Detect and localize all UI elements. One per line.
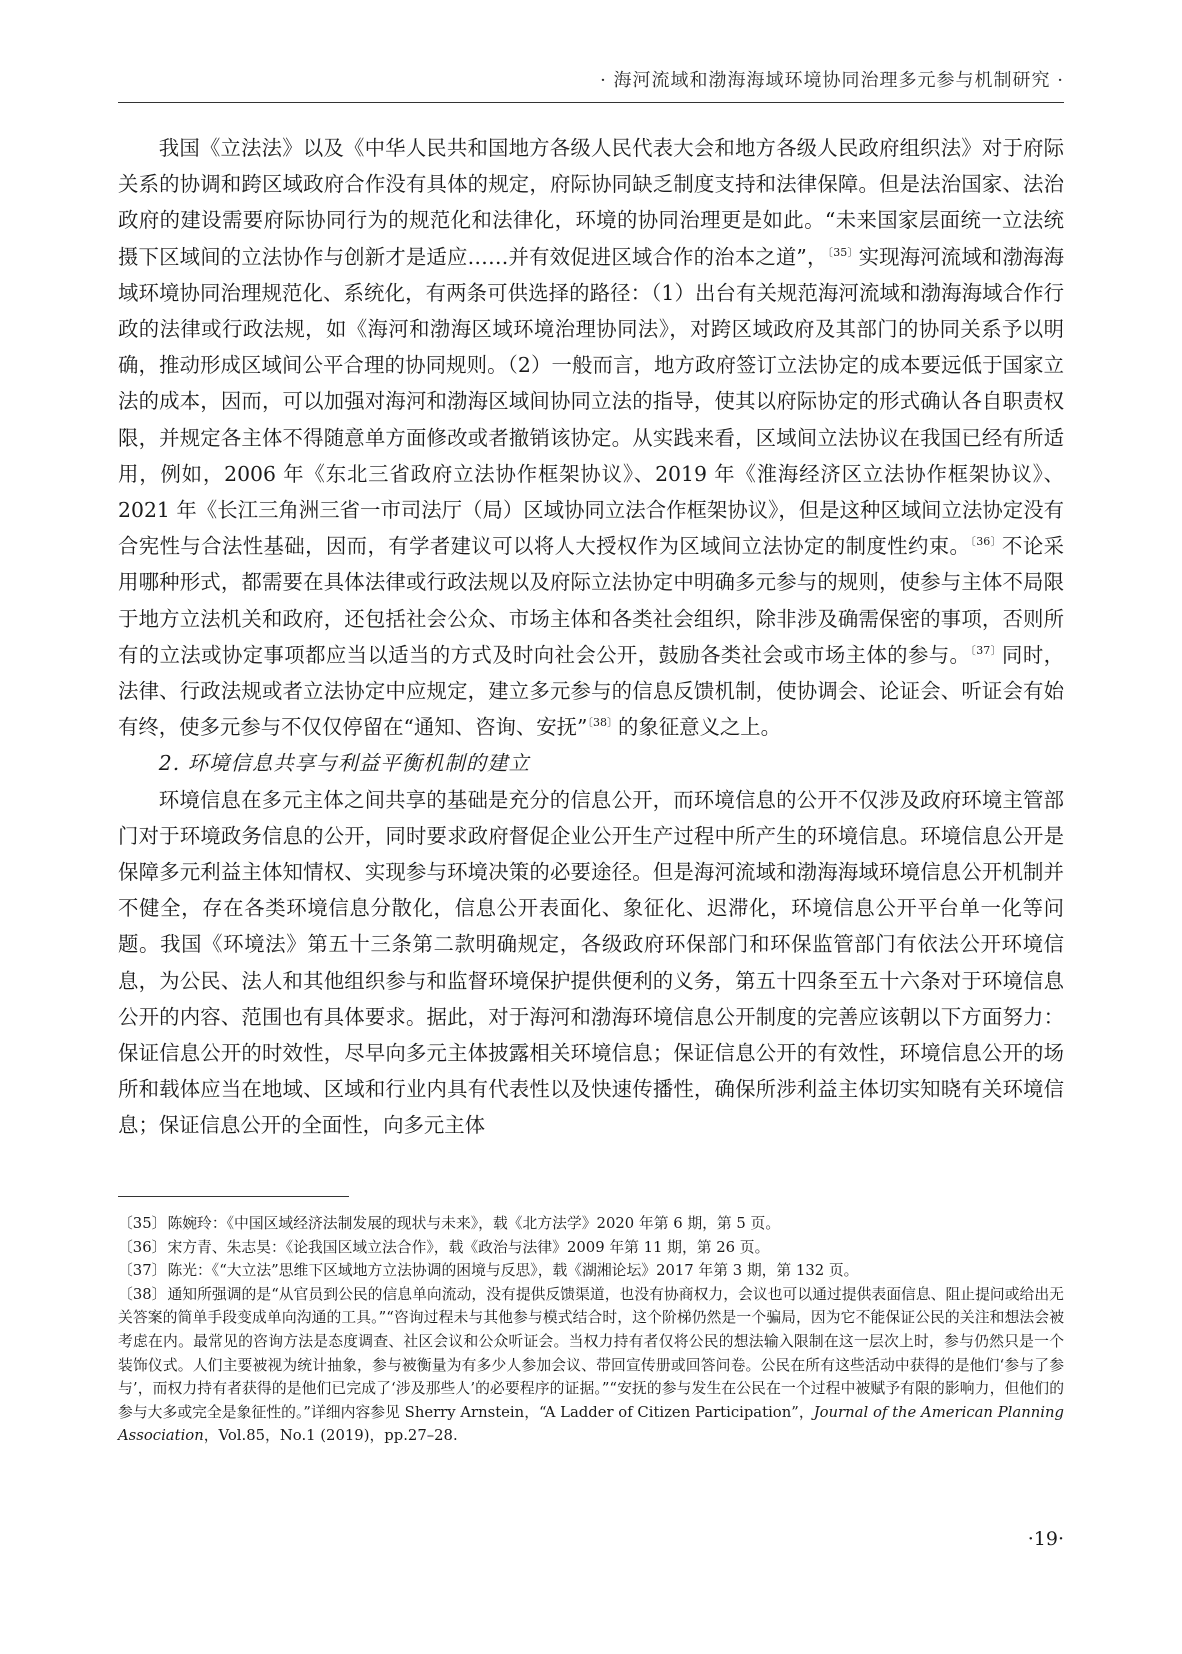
footnote-ref-37[interactable]: 〔37〕 bbox=[970, 644, 1003, 658]
footnote-number: 〔38〕 bbox=[118, 1285, 167, 1303]
footnote-ref-38[interactable]: 〔38〕 bbox=[587, 716, 618, 730]
footnote-36 bbox=[118, 1236, 1064, 1260]
section-subheading: 2. 环境信息共享与利益平衡机制的建立 bbox=[158, 751, 530, 776]
footnote-text: 陈婉玲：《中国区域经济法制发展的现状与未来》，载《北方法学》2020 年第 6 期，第 5 页。 bbox=[167, 1215, 781, 1232]
footnote-text: 陈光：《“大立法”思维下区域地方立法协调的困境与反思》，载《湖湘论坛》2017 年第 3 期，第 132 页。 bbox=[167, 1262, 859, 1280]
footnote-number: 〔35〕 bbox=[118, 1215, 167, 1232]
footnote-text: 宋方青、朱志昊：《论我国区域立法合作》，载《政治与法律》2009 年第 11 期，第 26 页。 bbox=[167, 1238, 770, 1256]
running-header: · 海河流域和渤海海域环境协同治理多元参与机制研究 · bbox=[600, 70, 1064, 91]
footnotes bbox=[118, 1212, 1064, 1448]
footnote-text: 通知所强调的是“从官员到公民的信息单向流动，没有提供反馈渠道，也没有协商权力，会议也可以通过提供表面信息、阻止提问或给出无关答案的简单手段变成单向沟通的工具。”“咨询过程未与其他参与模式结合时，这个阶梯仍然是一个骗局，因为它不能保证公民的关注和想法会被考虑在内。最常见的咨询方法是态度调查、社区会议和公众听证会。当权力持有者仅将公民的想法输入限制在这一层次上时，参与仍然只是一个装饰仪式。人们主要被视为统计抽象，参与被衡量为有多少人参加会议、带回宣传册或回答问卷。公民在所有这些活动中获得的是他们‘参与了参与’，而权力持有者获得的是他们已完成了‘涉及那些人’的必要程序的证据。”“安抚的参与发生在公民在一个过程中被赋予有限的影响力，但他们的参与大多或完全是象征性的。”详细内容参见 Sherry Arnstein，“A Ladder of Citizen Participation”， bbox=[118, 1285, 1064, 1421]
header-rule bbox=[118, 102, 1064, 103]
journal-title: Journal of the American Planning Association bbox=[118, 1403, 1064, 1445]
paragraph-text: 实现海河流域和渤海海域环境协同治理规范化、系统化，有两条可供选择的路径：（1）出台有关规范海河流域和渤海海域合作行政的法律或行政法规，如《海河和渤海区域环境治理协同法》，对跨区域政府及其部门的协同关系予以明确，推动形成区域间公平合理的协同规则。（2）一般而言，地方政府签订立法协定的成本要远低于国家立法的成本，因而，可以加强对海河和渤海区域间协同立法的指导，使其以府际协定的形式确认各自职责权限，并规定各主体不得随意单方面修改或者撤销该协定。从实践来看，区域间立法协议在我国已经有所适用，例如，2006 年《东北三省政府立法协作框架协议》、2019 年《淮海经济区立法协作框架协议》、2021 年《长江三角洲三省一市司法厅（局）区域协同立法合作框架协议》，但是这种区域间立法协定没有合宪性与合法性基础，因而，有学者建议可以将人大授权作为区域间立法协定的制度性约束。 bbox=[118, 244, 1065, 559]
paragraph-info-sharing: 环境信息在多元主体之间共享的基础是充分的信息公开，而环境信息的公开不仅涉及政府环境主管部门对于环境政务信息的公开，同时要求政府督促企业公开生产过程中所产生的环境信息。环境信息公开是保障多元利益主体知情权、实现参与环境决策的必要途径。但是海河流域和渤海海域环境信息公开机制并不健全，存在各类环境信息分散化，信息公开表面化、象征化、迟滞化，环境信息公开平台单一化等问题。我国《环境法》第五十三条第二款明确规定，各级政府环保部门和环保监管部门有依法公开环境信息，为公民、法人和其他组织参与和监督环境保护提供便利的义务，第五十四条至五十六条对于环境信息公开的内容、范围也有具体要求。据此，对于海河和渤海环境信息公开制度的完善应该朝以下方面努力：保证信息公开的时效性，尽早向多元主体披露相关环境信息；保证信息公开的有效性，环境信息公开的场所和载体应当在地域、区域和行业内具有代表性以及快速传播性，确保所涉利益主体切实知晓有关环境信息；保证信息公开的全面性，向多元主体 bbox=[118, 787, 1064, 1138]
footnote-38 bbox=[118, 1283, 1064, 1448]
footnote-number: 〔36〕 bbox=[118, 1238, 167, 1256]
body-text bbox=[118, 130, 1064, 1144]
paragraph-text: 不论采用哪种形式，都需要在具体法律或行政法规以及府际立法协定中明确多元参与的规则，使参与主体不局限于地方立法机关和政府，还包括社会公众、市场主体和各类社会组织，除非涉及确需保密的事项，否则所有的立法或协定事项都应当以适当的方式及时向社会公开，鼓励各类社会或市场主体的参与。 bbox=[118, 534, 1065, 667]
footnote-citation-tail: ，Vol.85，No.1 (2019)，pp.27–28. bbox=[203, 1427, 458, 1445]
footnote-rule bbox=[118, 1196, 349, 1197]
paragraph-text: 我国《立法法》以及《中华人民共和国地方各级人民代表大会和地方各级人民政府组织法》对于府际关系的协调和跨区域政府合作没有具体的规定，府际协同缺乏制度支持和法律保障。但是法治国家、法治政府的建设需要府际协同行为的规范化和法律化，环境的协同治理更是如此。“未来国家层面统一立法统摄下区域间的立法协作与创新才是适应……并有效促进区域合作的治本之道”， bbox=[118, 136, 1064, 269]
paragraph-legislation bbox=[118, 130, 1064, 745]
footnote-ref-36[interactable]: 〔36〕 bbox=[970, 535, 1003, 549]
footnote-ref-35[interactable]: 〔35〕 bbox=[827, 245, 859, 259]
footnote-37 bbox=[118, 1259, 1064, 1283]
paragraph-text: 同时，法律、行政法规或者立法协定中应规定，建立多元参与的信息反馈机制，使协调会、论证会、听证会有始有终，使多元参与不仅仅停留在“通知、咨询、安抚” bbox=[118, 642, 1065, 740]
footnote-number: 〔37〕 bbox=[118, 1262, 167, 1280]
page-number: ·19· bbox=[1027, 1528, 1064, 1550]
footnote-35 bbox=[118, 1212, 1064, 1236]
paragraph-text: 的象征意义之上。 bbox=[617, 715, 782, 740]
